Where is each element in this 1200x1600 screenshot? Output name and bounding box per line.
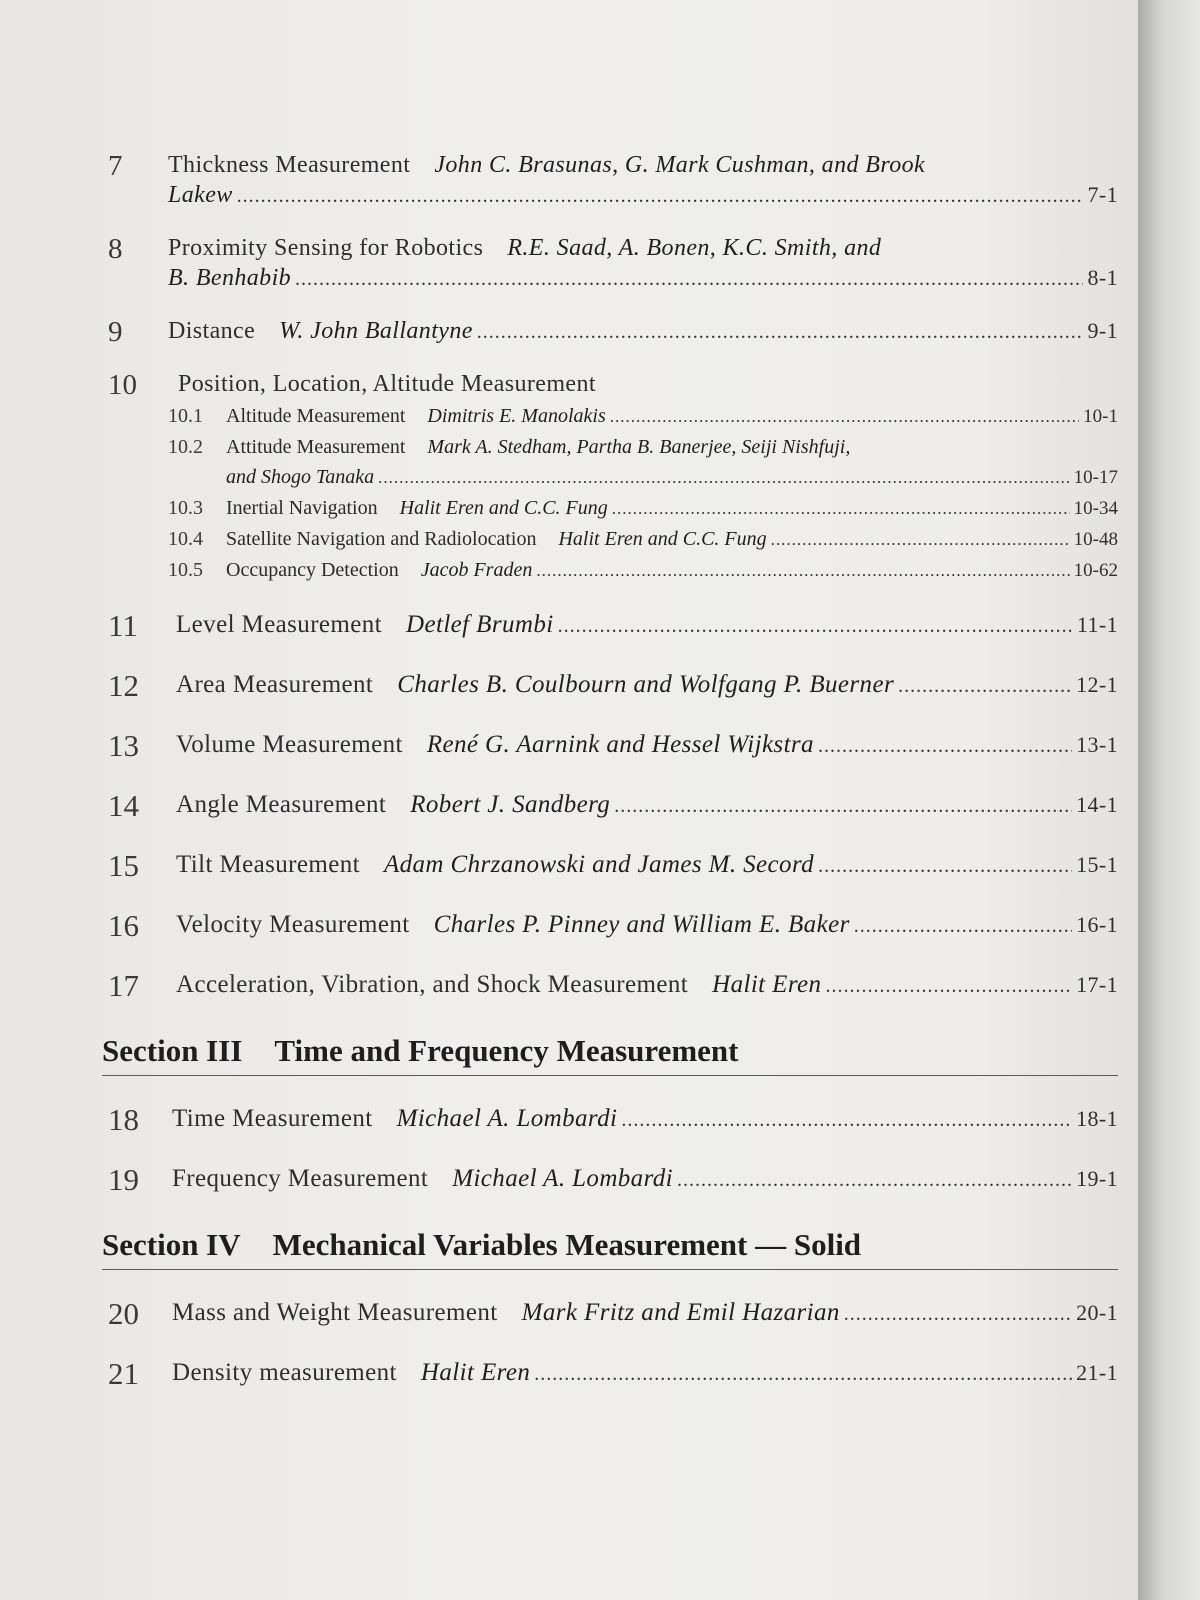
dot-leader bbox=[614, 789, 1072, 823]
chapter-authors-cont: B. Benhabib bbox=[168, 265, 292, 291]
page-number: 7-1 bbox=[1087, 182, 1118, 207]
chapter-number: 8 bbox=[108, 233, 123, 265]
chapter-authors: Detlef Brumbi bbox=[406, 611, 554, 638]
page-number: 10-62 bbox=[1073, 560, 1118, 581]
page-number: 14-1 bbox=[1076, 792, 1118, 817]
chapter-number: 12 bbox=[108, 668, 139, 703]
dot-leader bbox=[818, 849, 1072, 883]
chapter-title: Volume Measurement bbox=[176, 731, 403, 758]
toc-entry-15 bbox=[108, 848, 1118, 883]
subsection-title: Altitude Measurement bbox=[226, 405, 406, 427]
chapter-title: Angle Measurement bbox=[176, 791, 387, 818]
chapter-number: 15 bbox=[108, 848, 139, 883]
dot-leader bbox=[295, 264, 1083, 294]
dot-leader bbox=[898, 669, 1072, 703]
chapter-number: 20 bbox=[108, 1296, 139, 1331]
chapter-authors: Charles B. Coulbourn and Wolfgang P. Buerner bbox=[397, 671, 895, 698]
subsection-list bbox=[168, 401, 1118, 586]
chapter-title: Thickness Measurement bbox=[168, 152, 411, 178]
page-number: 12-1 bbox=[1076, 672, 1118, 697]
section-title: Mechanical Variables Measurement — Solid bbox=[272, 1227, 862, 1262]
page-number: 21-1 bbox=[1076, 1360, 1118, 1385]
subsection-number: 10.2 bbox=[168, 436, 203, 458]
dot-leader bbox=[610, 402, 1079, 432]
dot-leader bbox=[536, 556, 1069, 586]
page-number: 13-1 bbox=[1076, 732, 1118, 757]
subsection-authors: Halit Eren and C.C. Fung bbox=[558, 528, 767, 550]
section-heading-4 bbox=[102, 1227, 1118, 1270]
chapter-authors: Mark Fritz and Emil Hazarian bbox=[521, 1299, 840, 1326]
page-number: 20-1 bbox=[1076, 1300, 1118, 1325]
page-number: 15-1 bbox=[1076, 852, 1118, 877]
chapter-title: Mass and Weight Measurement bbox=[172, 1299, 498, 1326]
page-number: 17-1 bbox=[1076, 972, 1118, 997]
page-number: 16-1 bbox=[1076, 912, 1118, 937]
chapter-authors: Adam Chrzanowski and James M. Secord bbox=[383, 851, 815, 878]
subsection-title: Satellite Navigation and Radiolocation bbox=[226, 528, 537, 550]
dot-leader bbox=[825, 969, 1072, 1003]
dot-leader bbox=[844, 1297, 1072, 1331]
chapter-title: Acceleration, Vibration, and Shock Measurement bbox=[176, 971, 689, 998]
dot-leader bbox=[621, 1103, 1072, 1137]
subsection-10-4 bbox=[168, 524, 1118, 555]
chapter-authors-cont: Lakew bbox=[168, 182, 233, 208]
subsection-number: 10.3 bbox=[168, 497, 203, 519]
chapter-number: 21 bbox=[108, 1356, 139, 1391]
chapter-authors: John C. Brasunas, G. Mark Cushman, and Brook bbox=[434, 152, 926, 178]
chapter-title: Density measurement bbox=[172, 1359, 397, 1386]
toc-entry-9 bbox=[108, 316, 1118, 347]
chapter-title: Velocity Measurement bbox=[176, 911, 410, 938]
chapter-title: Frequency Measurement bbox=[172, 1165, 429, 1192]
subsection-authors-cont: and Shogo Tanaka bbox=[226, 466, 375, 488]
page-number: 10-48 bbox=[1073, 529, 1118, 550]
chapter-title: Time Measurement bbox=[172, 1105, 373, 1132]
chapter-number: 14 bbox=[108, 788, 139, 823]
chapter-number: 9 bbox=[108, 316, 123, 348]
toc-entry-18 bbox=[108, 1102, 1118, 1137]
page-number: 11-1 bbox=[1076, 612, 1118, 637]
dot-leader bbox=[558, 609, 1073, 643]
toc-entry-8 bbox=[108, 233, 1118, 294]
dot-leader bbox=[237, 181, 1084, 211]
section-heading-3 bbox=[102, 1033, 1118, 1076]
toc-entry-13 bbox=[108, 728, 1118, 763]
page-number: 9-1 bbox=[1087, 318, 1118, 343]
toc-entry-12 bbox=[108, 668, 1118, 703]
chapter-number: 18 bbox=[108, 1102, 139, 1137]
page-number: 18-1 bbox=[1076, 1106, 1118, 1131]
toc-entry-7 bbox=[108, 150, 1118, 211]
subsection-title: Inertial Navigation bbox=[226, 497, 378, 519]
page-number: 19-1 bbox=[1076, 1166, 1118, 1191]
chapter-title: Proximity Sensing for Robotics bbox=[168, 235, 484, 261]
chapter-authors: R.E. Saad, A. Bonen, K.C. Smith, and bbox=[507, 235, 882, 261]
page-number: 10-34 bbox=[1073, 498, 1118, 519]
subsection-10-5 bbox=[168, 555, 1118, 586]
chapter-title: Tilt Measurement bbox=[176, 851, 360, 878]
page-number: 10-1 bbox=[1083, 406, 1118, 427]
chapter-authors: Halit Eren bbox=[420, 1359, 531, 1386]
chapter-authors: Michael A. Lombardi bbox=[452, 1165, 674, 1192]
page-number: 10-17 bbox=[1073, 467, 1118, 488]
chapter-authors: W. John Ballantyne bbox=[279, 318, 473, 344]
subsection-title: Occupancy Detection bbox=[226, 559, 399, 581]
toc-entry-19 bbox=[108, 1162, 1118, 1197]
subsection-authors: Halit Eren and C.C. Fung bbox=[399, 497, 608, 519]
chapter-number: 19 bbox=[108, 1162, 139, 1197]
toc-entry-14 bbox=[108, 788, 1118, 823]
chapter-title: Area Measurement bbox=[176, 671, 374, 698]
section-title: Time and Frequency Measurement bbox=[274, 1033, 739, 1068]
chapter-authors: Halit Eren bbox=[712, 971, 822, 998]
page-gutter bbox=[1138, 0, 1200, 1600]
subsection-10-3 bbox=[168, 493, 1118, 524]
chapter-authors: Robert J. Sandberg bbox=[410, 791, 611, 818]
table-of-contents bbox=[102, 150, 1118, 1416]
dot-leader bbox=[818, 729, 1072, 763]
subsection-number: 10.1 bbox=[168, 405, 203, 427]
dot-leader bbox=[677, 1163, 1072, 1197]
subsection-number: 10.5 bbox=[168, 559, 203, 581]
toc-entry-21 bbox=[108, 1356, 1118, 1391]
chapter-title: Distance bbox=[168, 318, 256, 344]
dot-leader bbox=[854, 909, 1072, 943]
subsection-10-1 bbox=[168, 401, 1118, 432]
dot-leader bbox=[534, 1357, 1072, 1391]
subsection-authors: Mark A. Stedham, Partha B. Banerjee, Seiji Nishfuji, bbox=[427, 436, 851, 458]
chapter-number: 16 bbox=[108, 908, 139, 943]
chapter-authors: Michael A. Lombardi bbox=[396, 1105, 618, 1132]
subsection-10-2-cont bbox=[168, 462, 1118, 493]
chapter-number: 11 bbox=[108, 608, 138, 643]
chapter-number: 17 bbox=[108, 968, 139, 1003]
toc-entry-10 bbox=[108, 369, 1118, 586]
chapter-title: Position, Location, Altitude Measurement bbox=[178, 371, 596, 397]
toc-entry-16 bbox=[108, 908, 1118, 943]
subsection-authors: Jacob Fraden bbox=[420, 559, 533, 581]
dot-leader bbox=[771, 525, 1070, 555]
page-number: 8-1 bbox=[1087, 265, 1118, 290]
dot-leader bbox=[477, 317, 1084, 347]
subsection-title: Attitude Measurement bbox=[226, 436, 406, 458]
toc-entry-20 bbox=[108, 1296, 1118, 1331]
subsection-10-2 bbox=[168, 432, 1118, 462]
chapter-number: 10 bbox=[108, 369, 137, 401]
toc-entry-11 bbox=[108, 608, 1118, 643]
section-label: Section IV bbox=[102, 1227, 241, 1262]
toc-entry-17 bbox=[108, 968, 1118, 1003]
subsection-number: 10.4 bbox=[168, 528, 203, 550]
chapter-number: 13 bbox=[108, 728, 139, 763]
dot-leader bbox=[378, 463, 1070, 493]
chapter-title: Level Measurement bbox=[176, 611, 383, 638]
chapter-authors: René G. Aarnink and Hessel Wijkstra bbox=[426, 731, 814, 758]
section-label: Section III bbox=[102, 1033, 243, 1068]
chapter-authors: Charles P. Pinney and William E. Baker bbox=[433, 911, 850, 938]
dot-leader bbox=[612, 494, 1070, 524]
chapter-number: 7 bbox=[108, 150, 123, 182]
subsection-authors: Dimitris E. Manolakis bbox=[427, 405, 606, 427]
